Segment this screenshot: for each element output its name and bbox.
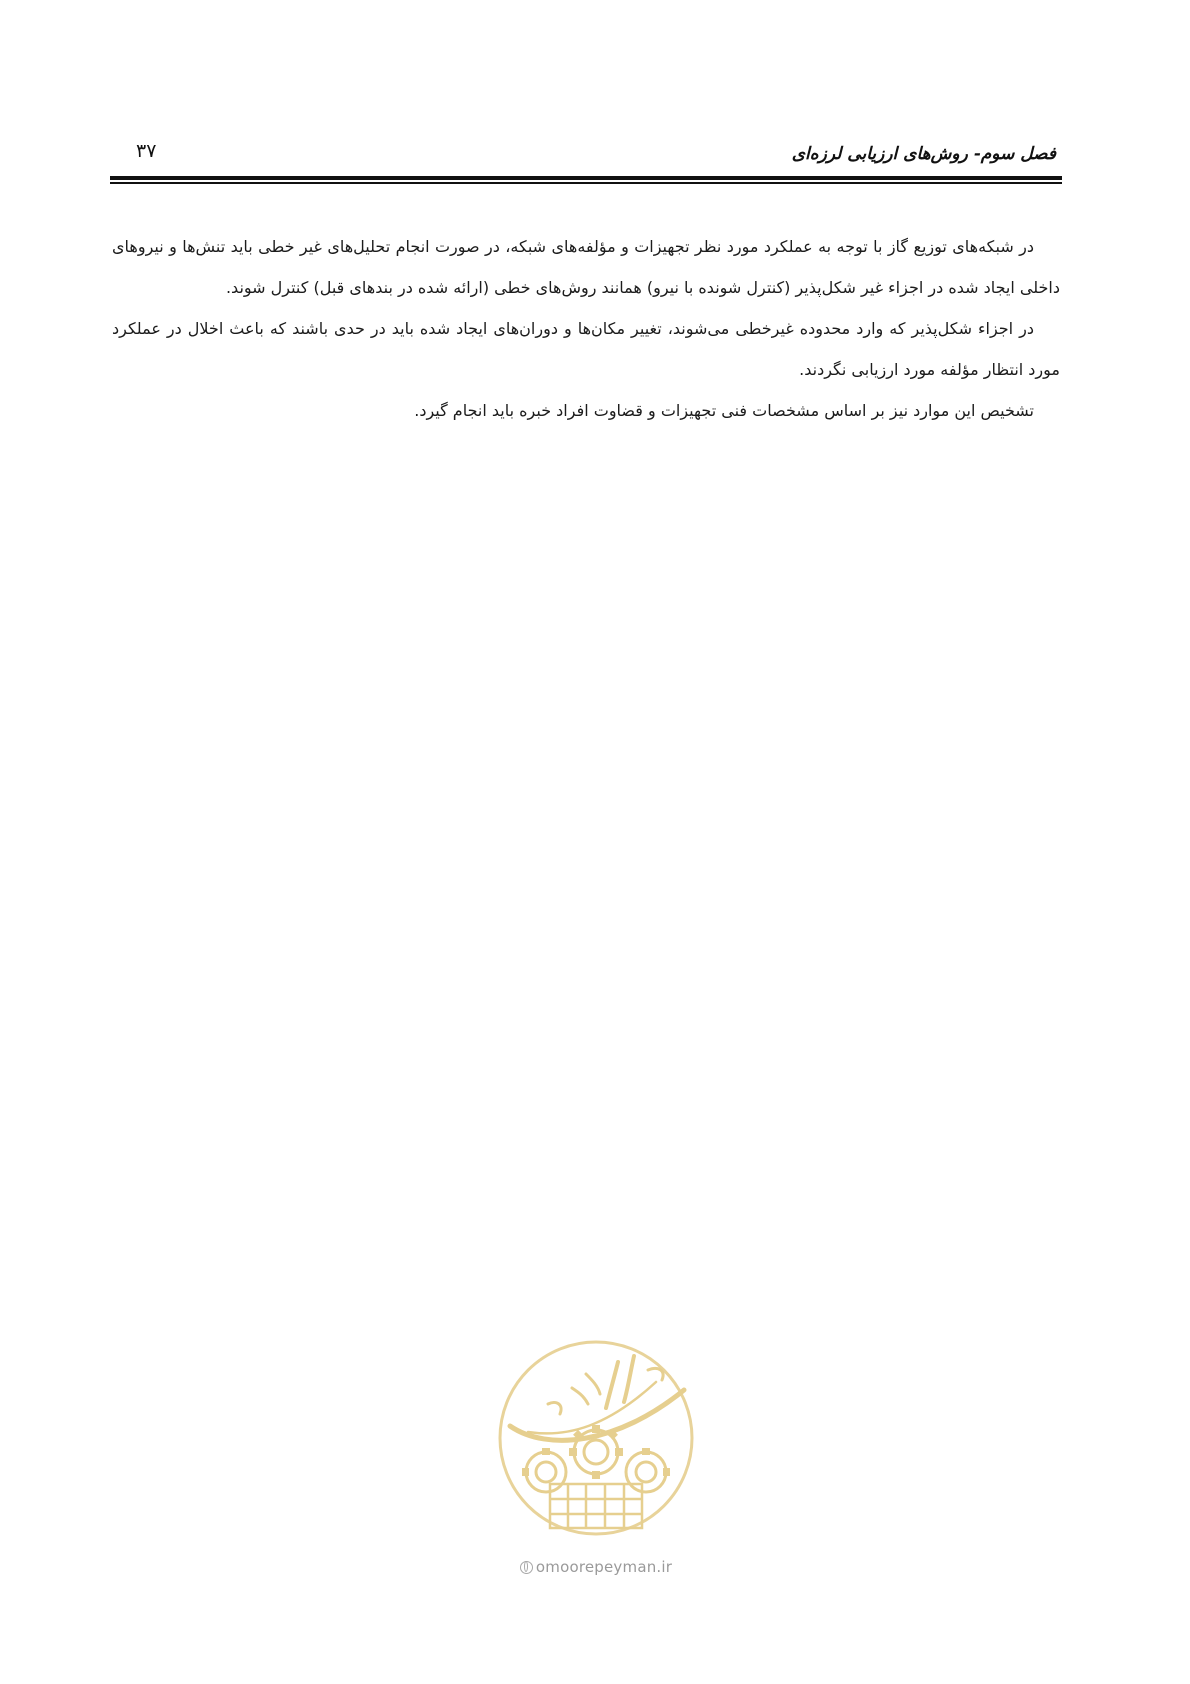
watermark-logo-icon (488, 1334, 704, 1550)
page-header (110, 138, 1062, 172)
header-divider-thick (110, 176, 1062, 180)
paragraph-3: تشخیص این موارد نیز بر اساس مشخصات فنی تجهیزات و قضاوت افراد خبره باید انجام گیرد. (414, 401, 1034, 420)
header-divider-thin (110, 182, 1062, 184)
watermark (488, 1334, 704, 1584)
chapter-title: فصل سوم- روش‌های ارزیابی لرزه‌ای (791, 144, 1056, 164)
body-text (112, 226, 1060, 431)
page-number: ۳۷ (136, 140, 157, 162)
paragraph-1: در شبکه‌های توزیع گاز با توجه به عملکرد مورد نظر تجهیزات و مؤلفه‌های شبکه، در صورت انجام تحلیل‌های غیر خطی باید تنش‌ها و نیروهای داخلی ایجاد شده در اجزاء غیر شکل‌پذیر (کنترل شونده با نیرو) همانند روش‌های خطی (ارائه شده در بندهای قبل) کنترل شوند. (112, 237, 1060, 297)
watermark-url (488, 1558, 704, 1576)
globe-icon (520, 1561, 533, 1574)
paragraph-2: در اجزاء شکل‌پذیر که وارد محدوده غیرخطی می‌شوند، تغییر مکان‌ها و دوران‌های ایجاد شده باید در حدی باشند که باعث اخلال در عملکرد مورد انتظار مؤلفه مورد ارزیابی نگردند. (112, 319, 1060, 379)
watermark-url-text: omoorepeyman.ir (535, 1558, 673, 1576)
